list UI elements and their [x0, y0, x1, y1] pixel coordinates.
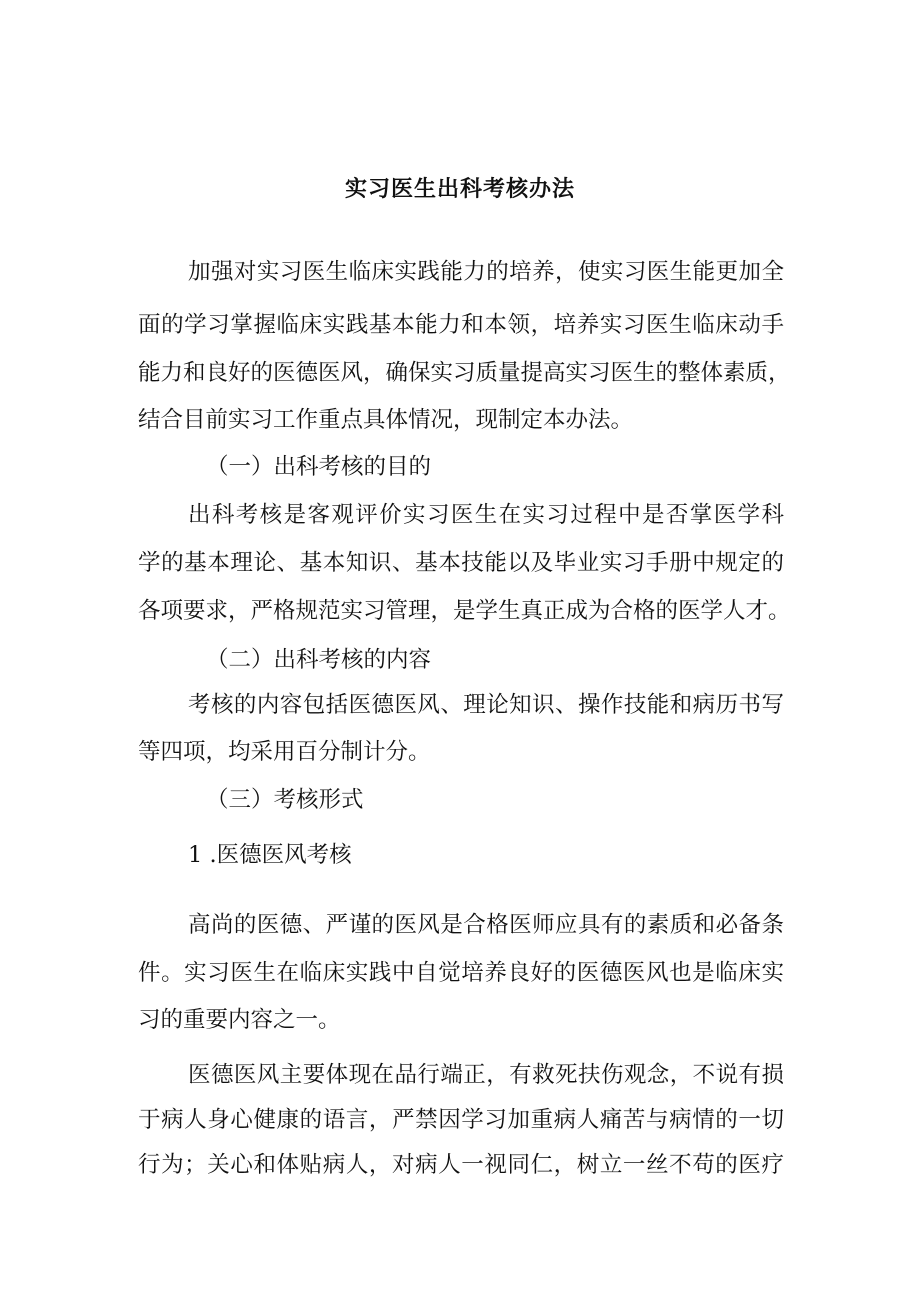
section-heading-format: （三）考核形式 — [206, 787, 364, 813]
section1-line-1: 出科考核是客观评价实习医生在实习过程中是否掌医学科 — [188, 502, 784, 528]
ethics-para1-line-2: 件。实习医生在临床实践中自觉培养良好的医德医风也是临床实 — [138, 960, 784, 986]
intro-line-1: 加强对实习医生临床实践能力的培养，使实习医生能更加全 — [188, 259, 784, 285]
ethics-para1-line-3: 习的重要内容之一。 — [138, 1007, 341, 1033]
section2-line-2: 等四项，均采用百分制计分。 — [138, 739, 431, 765]
ethics-para2-line-2: 于病人身心健康的语言，严禁因学习加重病人痛苦与病情的一切 — [138, 1107, 784, 1133]
ethics-para1-line-1: 高尚的医德、严谨的医风是合格医师应具有的素质和必备条 — [188, 912, 784, 938]
item-heading-medical-ethics: 1 .医德医风考核 — [188, 842, 352, 868]
intro-line-2: 面的学习掌握临床实践基本能力和本领，培养实习医生临床动手 — [138, 312, 784, 338]
section1-line-2: 学的基本理论、基本知识、基本技能以及毕业实习手册中规定的 — [138, 550, 784, 576]
intro-line-3: 能力和良好的医德医风，确保实习质量提高实习医生的整体素质， — [138, 360, 791, 386]
ethics-para2-line-1: 医德医风主要体现在品行端正，有救死扶伤观念，不说有损 — [188, 1062, 784, 1088]
section2-line-1: 考核的内容包括医德医风、理论知识、操作技能和病历书写 — [188, 692, 784, 718]
section-heading-purpose: （一）出科考核的目的 — [206, 454, 432, 480]
document-title: 实习医生出科考核办法 — [344, 176, 575, 202]
ethics-para2-line-3: 行为；关心和体贴病人，对病人一视同仁，树立一丝不苟的医疗 — [138, 1152, 784, 1178]
section1-line-3: 各项要求，严格规范实习管理，是学生真正成为合格的医学人才。 — [138, 598, 791, 624]
section-heading-content: （二）出科考核的内容 — [206, 647, 432, 673]
intro-line-4: 结合目前实习工作重点具体情况，现制定本办法。 — [138, 407, 634, 433]
